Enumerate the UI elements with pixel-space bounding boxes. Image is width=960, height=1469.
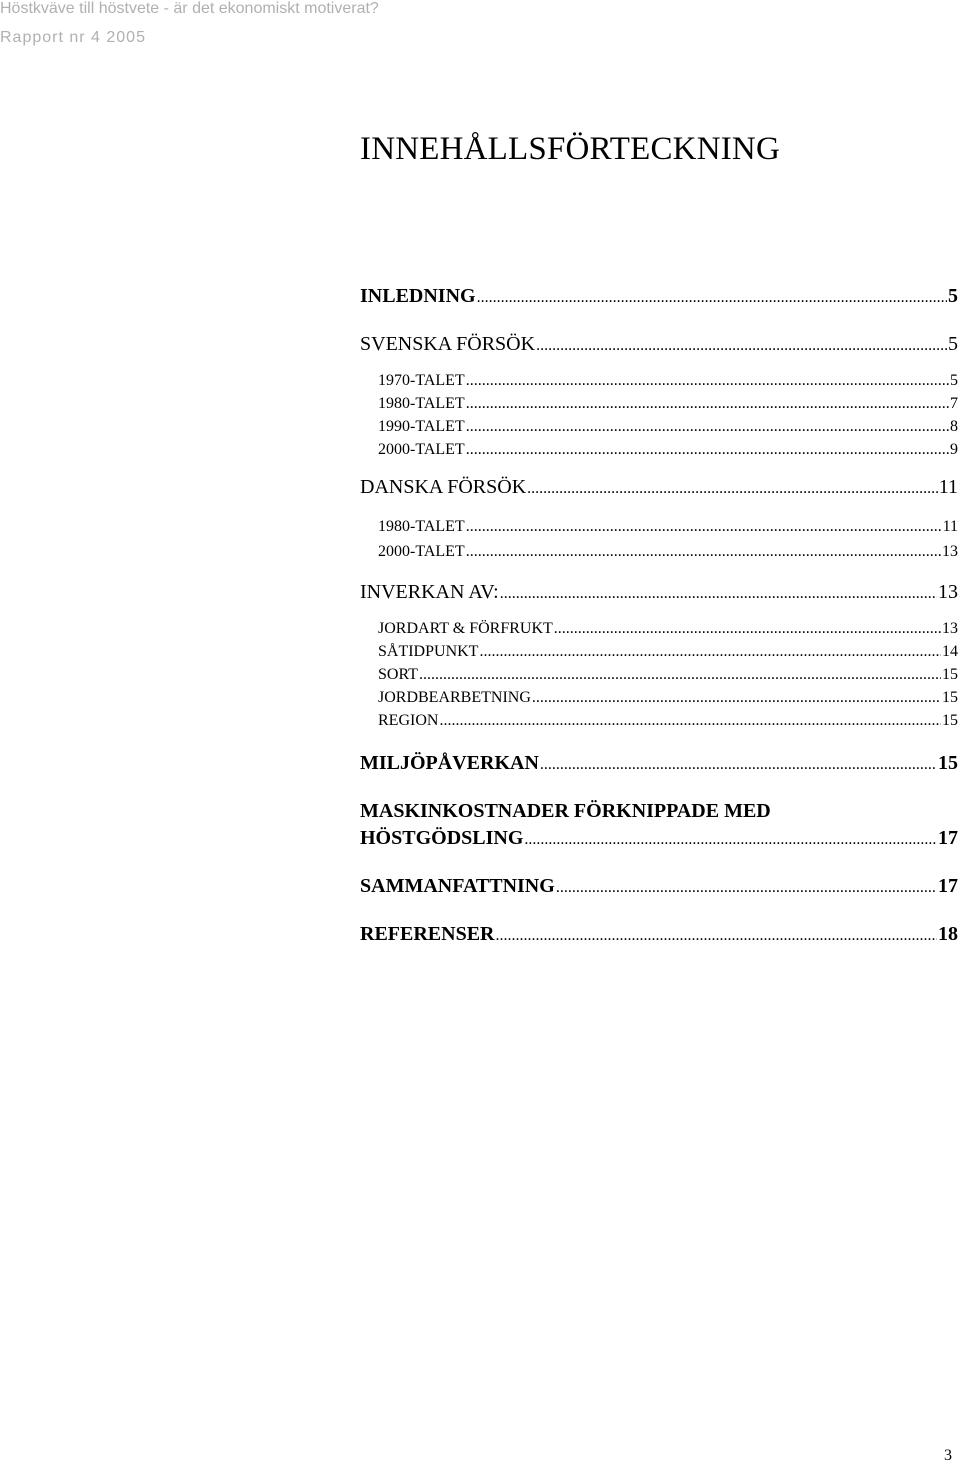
dot-leader bbox=[527, 480, 938, 498]
dot-leader bbox=[500, 585, 937, 603]
toc-entry-label: 2000-TALET bbox=[378, 441, 465, 458]
toc-entry-maskinkostnader-line1[interactable] bbox=[360, 800, 958, 823]
toc-entry-label: DANSKA FÖRSÖK bbox=[360, 476, 527, 498]
toc-entry-maskinkostnader[interactable] bbox=[360, 827, 958, 850]
toc-entry-referenser[interactable] bbox=[360, 923, 958, 946]
toc-entry-label: SAMMANFATTNING bbox=[360, 875, 555, 897]
dot-leader bbox=[479, 643, 941, 661]
toc-entry-jordart[interactable] bbox=[360, 620, 958, 638]
dot-leader bbox=[466, 518, 942, 536]
toc-entry-page: 15 bbox=[942, 666, 958, 683]
toc-entry-sort[interactable] bbox=[360, 666, 958, 684]
toc-entry-miljopaverkan[interactable] bbox=[360, 752, 958, 775]
toc-entry-page: 7 bbox=[950, 395, 958, 412]
toc-entry-page: 13 bbox=[938, 581, 958, 603]
dot-leader bbox=[419, 666, 941, 684]
toc-entry-page: 11 bbox=[942, 518, 958, 535]
toc-entry-label: SVENSKA FÖRSÖK bbox=[360, 333, 536, 355]
toc-entry-label: MASKINKOSTNADER FÖRKNIPPADE MED bbox=[360, 800, 771, 822]
toc-heading: INNEHÅLLSFÖRTECKNING bbox=[360, 131, 780, 167]
toc-entry-page: 8 bbox=[950, 418, 958, 435]
toc-entry-label: INLEDNING bbox=[360, 285, 476, 307]
toc-entry-label: 1970-TALET bbox=[378, 372, 465, 389]
toc-entry-satidpunkt[interactable] bbox=[360, 643, 958, 661]
toc-entry-label: MILJÖPÅVERKAN bbox=[360, 752, 539, 774]
dot-leader bbox=[466, 441, 949, 459]
toc-entry-label: JORDART & FÖRFRUKT bbox=[378, 620, 553, 637]
dot-leader bbox=[439, 712, 941, 730]
toc-entry-label: REGION bbox=[378, 712, 439, 729]
toc-entry-svenska-2000[interactable] bbox=[360, 441, 958, 459]
toc-entry-page: 15 bbox=[942, 689, 958, 706]
toc-entry-inverkan-av[interactable] bbox=[360, 581, 958, 604]
toc-entry-danska-1980[interactable] bbox=[360, 518, 958, 536]
dot-leader bbox=[477, 289, 947, 307]
toc-entry-label: 2000-TALET bbox=[378, 543, 465, 560]
toc-entry-page: 5 bbox=[948, 285, 958, 307]
dot-leader bbox=[556, 879, 937, 897]
toc-entry-label: JORDBEARBETNING bbox=[378, 689, 531, 706]
dot-leader bbox=[466, 543, 941, 561]
toc-entry-page: 17 bbox=[938, 827, 958, 849]
dot-leader bbox=[466, 395, 949, 413]
running-head-report: Rapport nr 4 2005 bbox=[0, 29, 146, 46]
toc-entry-page: 13 bbox=[942, 620, 958, 637]
toc-entry-label: 1980-TALET bbox=[378, 518, 465, 535]
toc-entry-label: INVERKAN AV: bbox=[360, 581, 499, 603]
toc-entry-page: 18 bbox=[938, 923, 958, 945]
toc-entry-page: 9 bbox=[950, 441, 958, 458]
toc-entry-label: 1980-TALET bbox=[378, 395, 465, 412]
running-head-title: Höstkväve till höstvete - är det ekonomiskt motiverat? bbox=[0, 0, 379, 17]
dot-leader bbox=[466, 372, 949, 390]
toc-entry-danska-forsok[interactable] bbox=[360, 476, 958, 499]
dot-leader bbox=[466, 418, 949, 436]
toc-entry-page: 14 bbox=[942, 643, 958, 660]
toc-entry-label: SORT bbox=[378, 666, 418, 683]
toc-entry-page: 15 bbox=[942, 712, 958, 729]
toc-entry-page: 11 bbox=[938, 476, 958, 498]
page-number: 3 bbox=[944, 1447, 952, 1464]
toc-entry-page: 5 bbox=[948, 333, 958, 355]
toc-entry-label: 1990-TALET bbox=[378, 418, 465, 435]
toc-entry-page: 15 bbox=[938, 752, 958, 774]
toc-entry-svenska-1970[interactable] bbox=[360, 372, 958, 390]
toc-entry-svenska-1990[interactable] bbox=[360, 418, 958, 436]
toc-entry-svenska-1980[interactable] bbox=[360, 395, 958, 413]
dot-leader bbox=[495, 927, 937, 945]
toc-entry-label: REFERENSER bbox=[360, 923, 495, 945]
dot-leader bbox=[524, 831, 937, 849]
dot-leader bbox=[536, 337, 947, 355]
toc-entry-svenska-forsok[interactable] bbox=[360, 333, 958, 356]
dot-leader bbox=[554, 620, 941, 638]
dot-leader bbox=[532, 689, 941, 707]
toc-entry-page: 5 bbox=[950, 372, 958, 389]
toc-entry-label: SÅTIDPUNKT bbox=[378, 643, 479, 660]
toc-entry-region[interactable] bbox=[360, 712, 958, 730]
toc-entry-sammanfattning[interactable] bbox=[360, 875, 958, 898]
dot-leader bbox=[540, 756, 937, 774]
toc-entry-page: 13 bbox=[942, 543, 958, 560]
toc-entry-danska-2000[interactable] bbox=[360, 543, 958, 561]
toc-entry-inledning[interactable] bbox=[360, 285, 958, 308]
toc-entry-jordbearbetning[interactable] bbox=[360, 689, 958, 707]
toc-entry-page: 17 bbox=[938, 875, 958, 897]
toc-entry-label: HÖSTGÖDSLING bbox=[360, 827, 524, 849]
